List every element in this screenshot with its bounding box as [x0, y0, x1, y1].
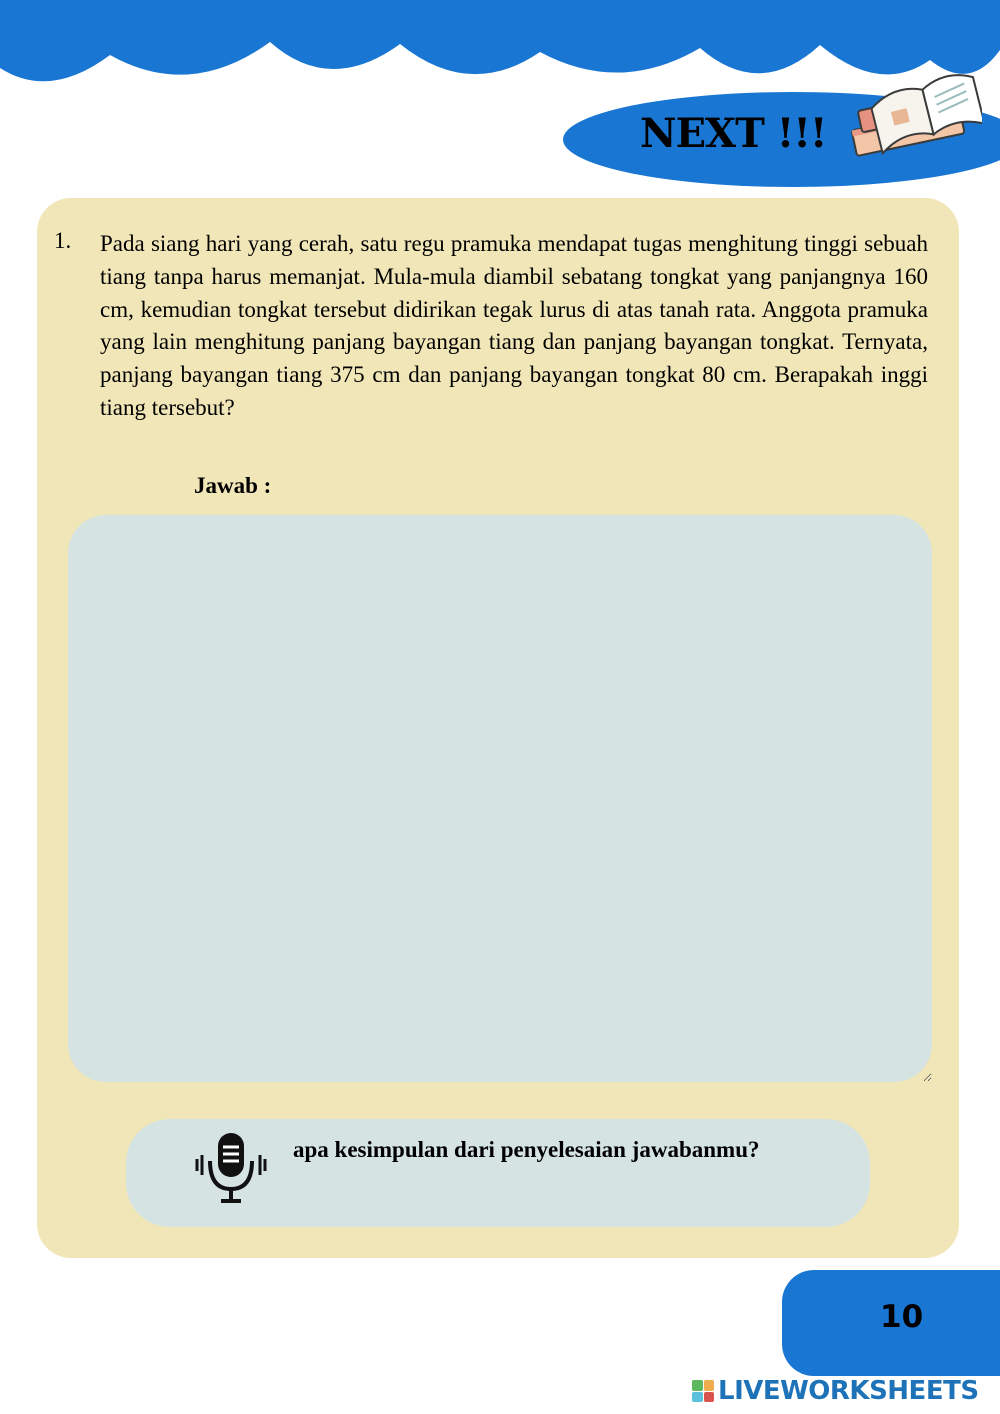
page-number: 10	[880, 1299, 924, 1335]
liveworksheets-logo	[692, 1376, 979, 1406]
question-number: 1.	[54, 228, 72, 253]
answer-label: Jawab :	[194, 473, 272, 498]
question-text: Pada siang hari yang cerah, satu regu pramuka mendapat tugas menghitung tinggi sebuah tiang tanpa harus memanjat. Mula-mula diambil sebatang tongkat yang panjangnya 160 cm, kemudian tongkat tersebut didirikan tegak lurus di atas tanah rata. Anggota pramuka yang lain menghitung panjang bayangan tiang dan panjang bayangan tongkat. Ternyata, panjang bayangan tiang 375 cm dan panjang bayangan tongkat 80 cm. Berapakah inggi tiang tersebut?	[100, 231, 928, 420]
reflection-prompt: apa kesimpulan dari penyelesaian jawabanmu?	[293, 1137, 760, 1162]
answer-input[interactable]	[68, 515, 932, 1082]
microphone-icon	[194, 1131, 268, 1205]
brand-name: LIVEWORKSHEETS	[718, 1376, 979, 1406]
banner-title: NEXT !!!	[640, 110, 827, 157]
books-icon	[842, 56, 982, 166]
liveworksheets-logo-icon	[692, 1380, 714, 1402]
